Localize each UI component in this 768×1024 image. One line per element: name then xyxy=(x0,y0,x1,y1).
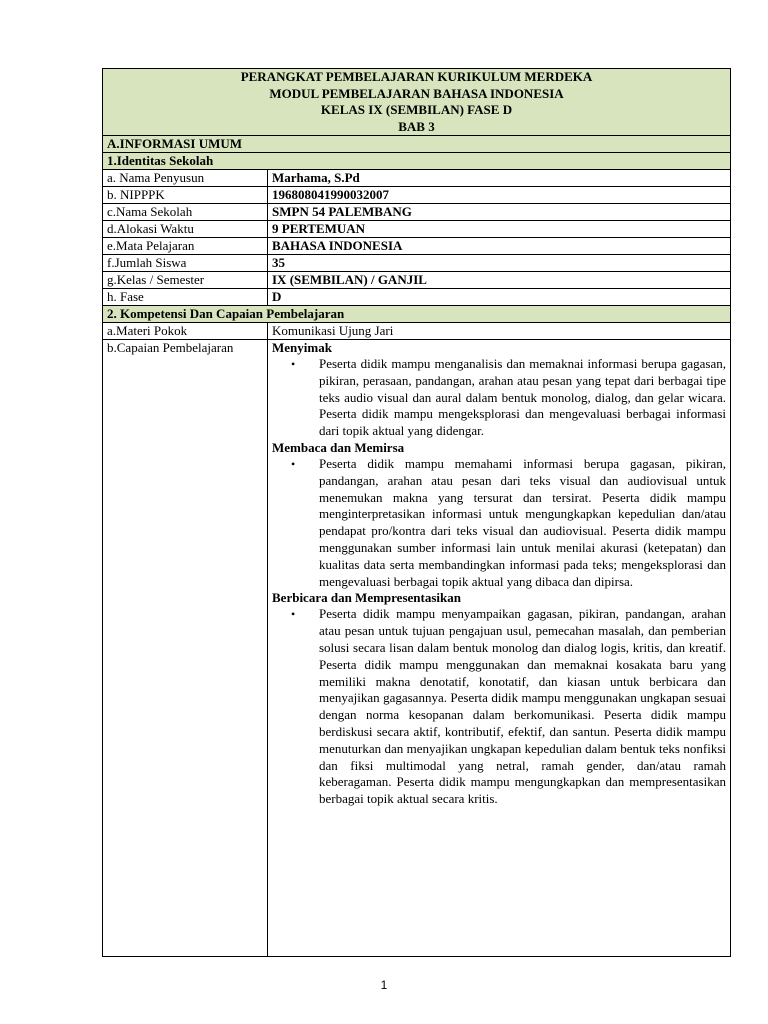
row-label: a.Materi Pokok xyxy=(103,323,268,340)
capaian-content xyxy=(268,340,731,957)
list-item xyxy=(272,456,726,590)
section-heading-informasi-umum: A.INFORMASI UMUM xyxy=(103,136,731,153)
title-line-1: PERANGKAT PEMBELAJARAN KURIKULUM MERDEKA xyxy=(240,69,593,84)
row-label: h. Fase xyxy=(103,289,268,306)
bullet-icon: • xyxy=(291,456,296,471)
row-value: Marhama, S.Pd xyxy=(268,170,731,187)
row-value: BAHASA INDONESIA xyxy=(268,238,731,255)
page-number: 1 xyxy=(380,978,388,992)
lesson-module-table xyxy=(102,68,731,957)
table-row xyxy=(103,187,731,204)
row-value: IX (SEMBILAN) / GANJIL xyxy=(268,272,731,289)
table-row xyxy=(103,238,731,255)
row-value: 196808041990032007 xyxy=(268,187,731,204)
table-row xyxy=(103,170,731,187)
title-line-3: KELAS IX (SEMBILAN) FASE D xyxy=(320,102,513,117)
row-label: f.Jumlah Siswa xyxy=(103,255,268,272)
table-row xyxy=(103,289,731,306)
list-item xyxy=(272,356,726,440)
row-value: D xyxy=(268,289,731,306)
bullet-icon: • xyxy=(291,607,296,622)
table-row xyxy=(103,204,731,221)
row-label: a. Nama Penyusun xyxy=(103,170,268,187)
table-row xyxy=(103,272,731,289)
row-value: SMPN 54 PALEMBANG xyxy=(268,204,731,221)
row-value: Komunikasi Ujung Jari xyxy=(268,323,731,340)
document-title xyxy=(103,69,731,136)
subsection-heading-identitas: 1.Identitas Sekolah xyxy=(103,153,731,170)
title-line-2: MODUL PEMBELAJARAN BAHASA INDONESIA xyxy=(269,85,564,101)
row-label: c.Nama Sekolah xyxy=(103,204,268,221)
list-item xyxy=(272,606,726,808)
row-value: 9 PERTEMUAN xyxy=(268,221,731,238)
table-row xyxy=(103,255,731,272)
table-row xyxy=(103,323,731,340)
table-row xyxy=(103,221,731,238)
row-label: d.Alokasi Waktu xyxy=(103,221,268,238)
row-value: 35 xyxy=(268,255,731,272)
row-label: e.Mata Pelajaran xyxy=(103,238,268,255)
subsection-heading-kompetensi: 2. Kompetensi Dan Capaian Pembelajaran xyxy=(103,306,731,323)
bullet-text: Peserta didik mampu menyampaikan gagasan, pikiran, pandangan, arahan atau pesan untuk tujuan pengajuan usul, pemecahan masalah, dan pemberian solusi secara lisan dalam bentuk monolog dan dialog logis, kritis, dan kreatif. Peserta didik mampu menggunakan dan memaknai kosakata baru yang memiliki makna denotatif, konotatif, dan kiasan untuk berbicara dan menyajikan gagasannya. Peserta didik mampu menggunakan ungkapan sesuai dengan norma kesopanan dalam berkomunikasi. Peserta didik mampu berdiskusi secara aktif, kontributif, efektif, dan santun. Peserta didik mampu menuturkan dan menyajikan ungkapan kepedulian dalam bentuk teks nonfiksi dan fiksi multimodal yang netral, ramah gender, dan/atau ramah keberagaman. Peserta didik mampu mengungkapkan dan mempresentasikan berbagai topik aktual secara kritis. xyxy=(319,606,726,807)
capaian-subheading-membaca: Membaca dan Memirsa xyxy=(272,439,405,455)
capaian-subheading-menyimak: Menyimak xyxy=(272,340,332,355)
header-row xyxy=(103,69,731,136)
row-label: b. NIPPPK xyxy=(103,187,268,204)
table-row-capaian xyxy=(103,340,731,957)
row-label: b.Capaian Pembelajaran xyxy=(103,340,268,957)
capaian-subheading-berbicara: Berbicara dan Mempresentasikan xyxy=(272,590,461,606)
row-label: g.Kelas / Semester xyxy=(103,272,268,289)
bullet-text: Peserta didik mampu memahami informasi berupa gagasan, pikiran, pandangan, arahan atau pesan dari teks visual dan audiovisual untuk menemukan makna yang tersurat dan tersirat. Peserta didik mampu menginterpretasikan informasi untuk mengungkapkan kepedulian dan/atau pendapat pro/kontra dari teks visual dan audiovisual. Peserta didik mampu menggunakan sumber informasi lain untuk menilai akurasi (ketepatan) dan kualitas data serta membandingkan informasi pada teks; mengeksplorasi dan mengevaluasi berbagai topik aktual yang dibaca dan dipirsa. xyxy=(319,455,726,589)
bullet-icon: • xyxy=(291,357,296,371)
title-line-4: BAB 3 xyxy=(398,118,435,134)
bullet-text: Peserta didik mampu menganalisis dan memaknai informasi berupa gagasan, pikiran, perasaan, pandangan, arahan atau pesan yang tepat dari berbagai tipe teks audio visual dan aural dalam bentuk monolog, dialog, dan gelar wicara. Peserta didik mampu mengeksplorasi dan mengevaluasi berbagai informasi dari topik aktual yang didengar. xyxy=(319,356,726,439)
